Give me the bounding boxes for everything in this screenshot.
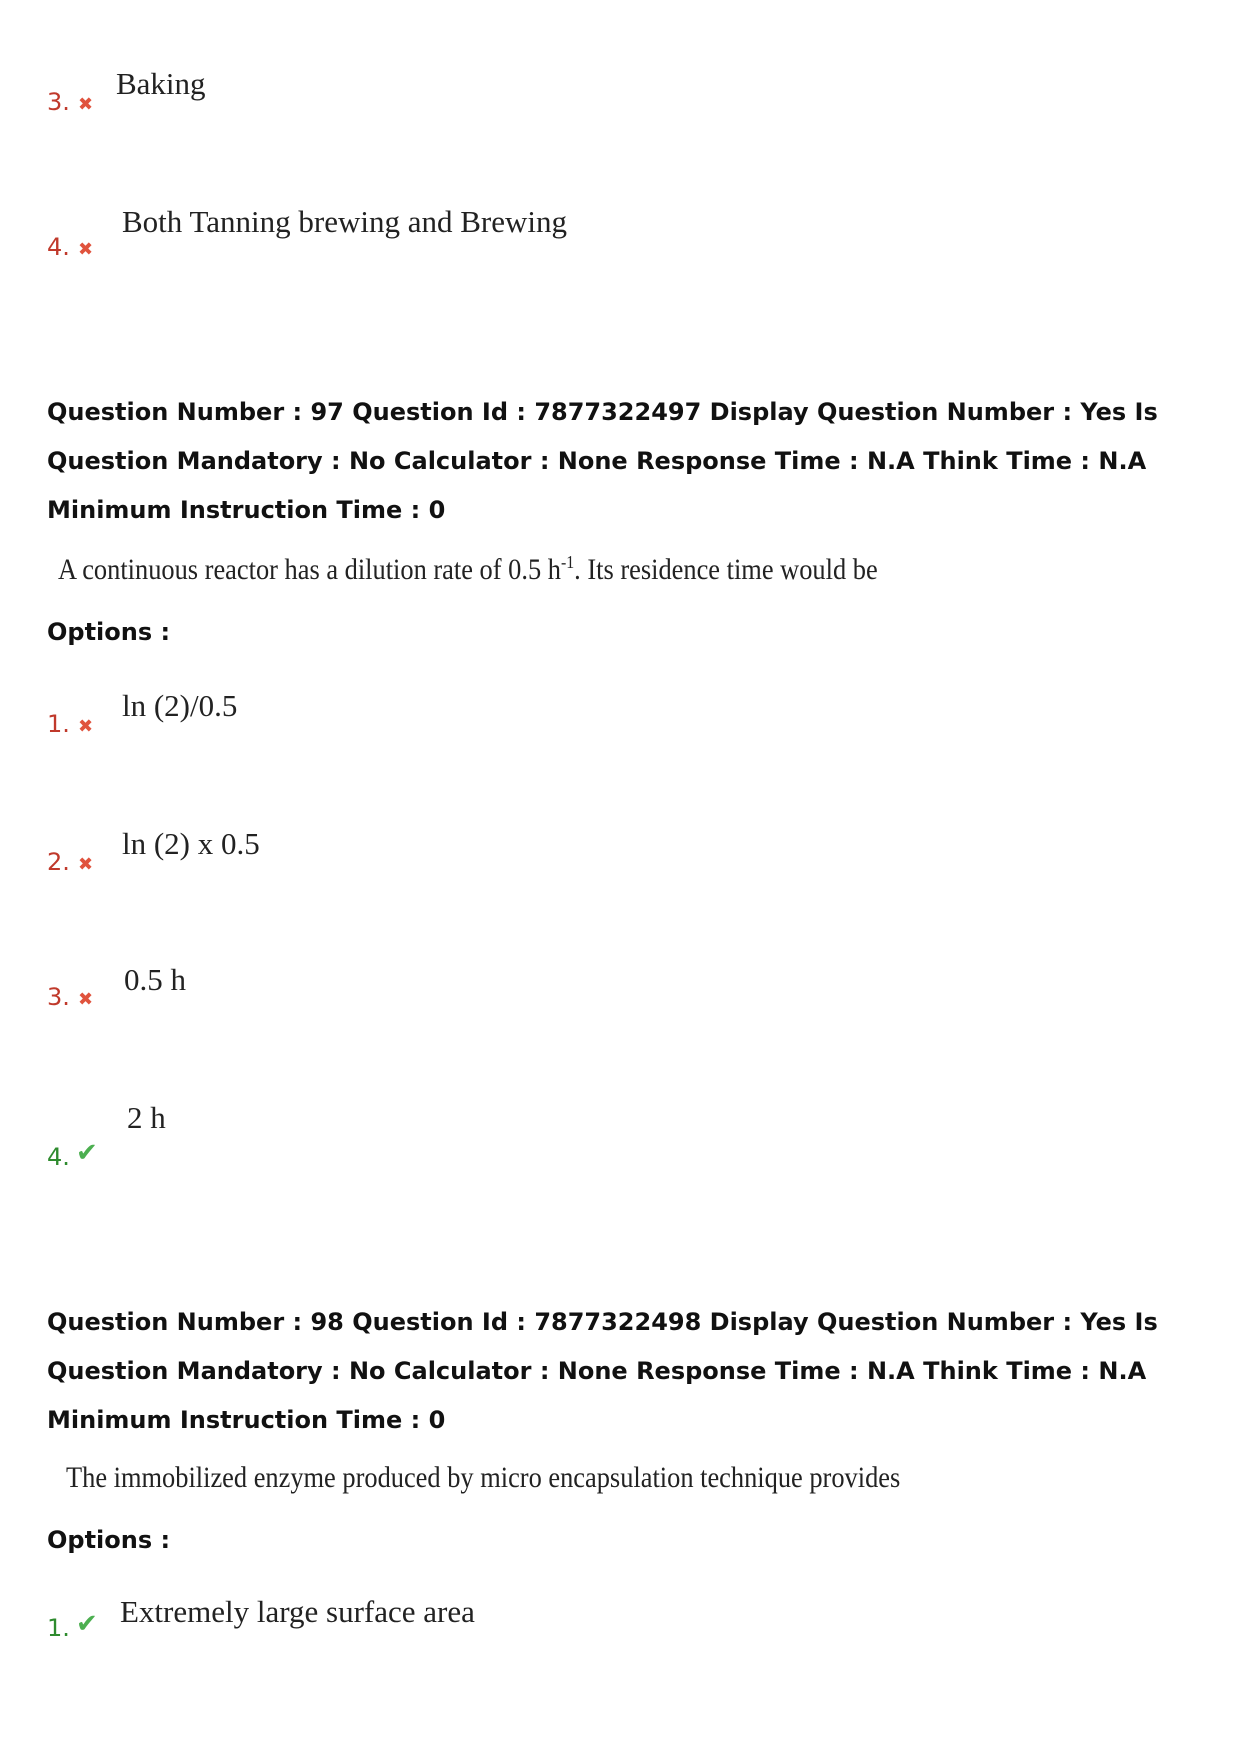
correct-icon: ✔ [76,1138,98,1168]
option-number: 1. [47,710,70,738]
correct-icon: ✔ [76,1609,98,1639]
question-meta: Question Number : 97 Question Id : 7877322497 Display Question Number : Yes Is Question Mandatory : No Calculator : None Response Time : N.A Think Time : N.A Minimum Instruction Time : 0 [47,398,1158,524]
option-number: 4. [47,233,70,261]
option-number: 3. [47,983,70,1011]
option-number: 3. [47,88,70,116]
option-number: 4. [47,1143,70,1171]
incorrect-icon: ✖ [78,94,94,115]
option-text: ln (2) x 0.5 [122,826,260,861]
option-text: Extremely large surface area [120,1594,475,1629]
option-text: 2 h [127,1100,166,1135]
incorrect-icon: ✖ [78,989,94,1010]
options-label: Options : [47,618,171,646]
question-text: The immobilized enzyme produced by micro encapsulation technique provides [66,1461,901,1494]
option-number: 2. [47,848,70,876]
question-meta: Question Number : 98 Question Id : 7877322498 Display Question Number : Yes Is Question Mandatory : No Calculator : None Response Time : N.A Think Time : N.A Minimum Instruction Time : 0 [47,1308,1158,1434]
option-text: Baking [116,66,206,101]
incorrect-icon: ✖ [78,716,94,737]
option-number: 1. [47,1614,70,1642]
question-text: A continuous reactor has a dilution rate of 0.5 $h^{-1}$. Its residence time would be [58,552,878,586]
options-label: Options : [47,1526,171,1554]
incorrect-icon: ✖ [78,854,94,875]
option-text: 0.5 h [124,962,186,997]
option-text: Both Tanning brewing and Brewing [122,204,567,239]
incorrect-icon: ✖ [78,239,94,260]
option-text: ln (2)/0.5 [122,688,238,723]
